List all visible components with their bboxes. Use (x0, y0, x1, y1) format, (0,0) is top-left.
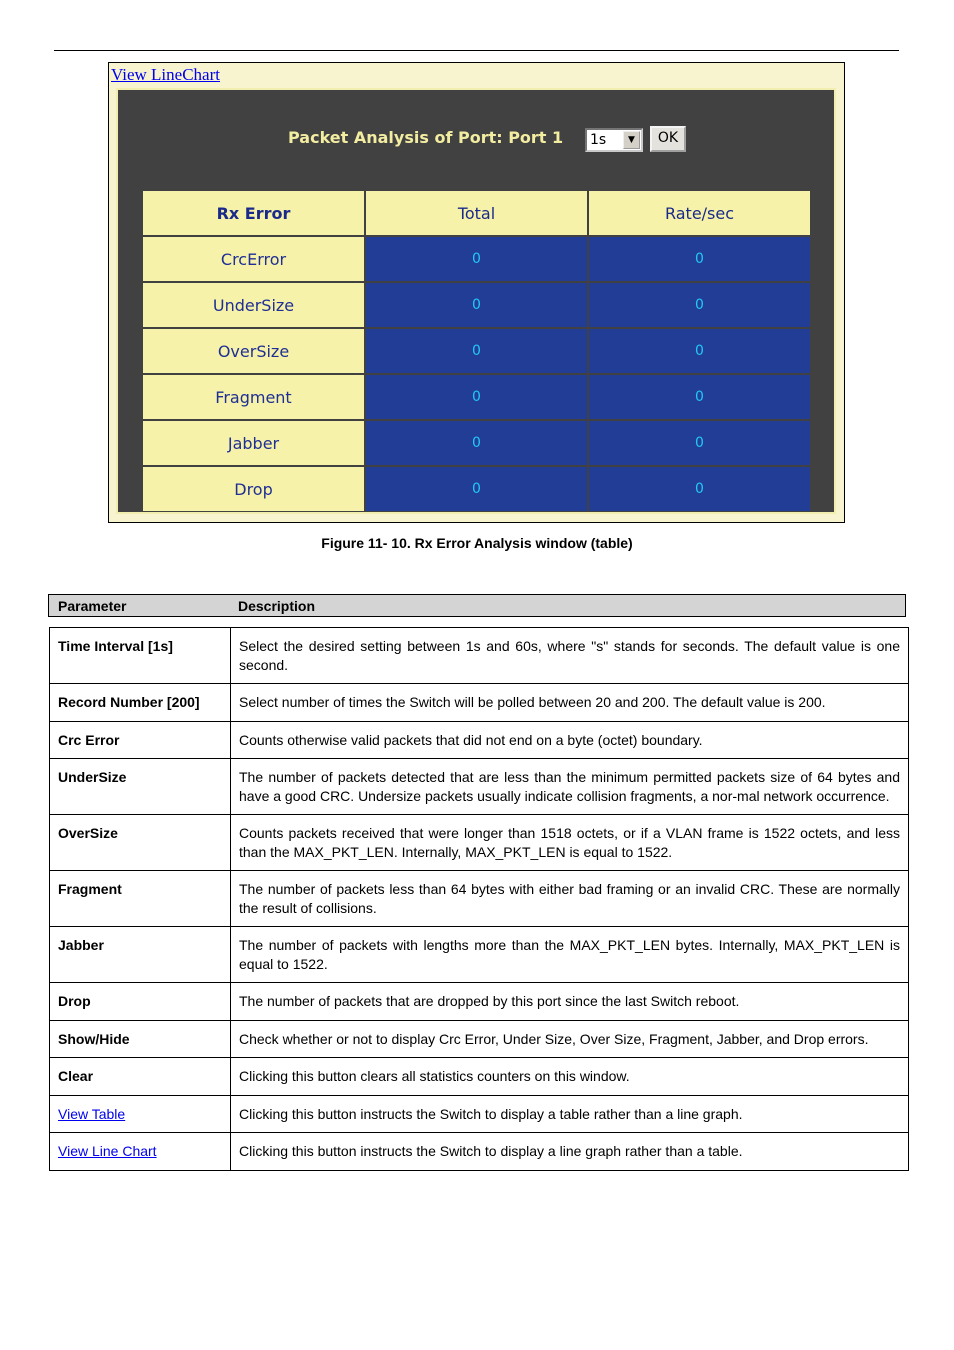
row-rate: 0 (589, 421, 810, 465)
header-description: Description (238, 598, 316, 614)
parameter-name: UnderSize (50, 759, 231, 815)
table-row (143, 283, 810, 327)
parameter-description: Select number of times the Switch will be polled between 20 and 200. The default value is 200. (231, 684, 909, 722)
table-row (50, 721, 909, 759)
parameter-name: Crc Error (50, 721, 231, 759)
header-total: Total (366, 191, 587, 235)
table-row (50, 684, 909, 722)
table-row (143, 375, 810, 419)
parameter-name: Time Interval [1s] (50, 628, 231, 684)
rx-header-row (143, 191, 810, 235)
table-row (143, 421, 810, 465)
header-parameter: Parameter (58, 598, 127, 614)
row-rate: 0 (589, 283, 810, 327)
parameter-name: OverSize (50, 815, 231, 871)
rx-error-screenshot (108, 62, 845, 523)
row-rate: 0 (589, 329, 810, 373)
row-label: Fragment (143, 375, 364, 419)
view-linechart-link[interactable]: View LineChart (111, 65, 220, 84)
table-row (50, 759, 909, 815)
panel-title: Packet Analysis of Port: Port 1 (288, 128, 564, 147)
table-row (50, 1133, 909, 1171)
table-row (50, 628, 909, 684)
row-rate: 0 (589, 237, 810, 281)
parameter-name: Show/Hide (50, 1020, 231, 1058)
header-rate: Rate/sec (589, 191, 810, 235)
parameter-description: The number of packets less than 64 bytes with either bad framing or an invalid CRC. These are normally the result of collisions. (231, 871, 909, 927)
row-label: UnderSize (143, 283, 364, 327)
parameter-table (49, 627, 909, 1171)
table-row (50, 1095, 909, 1133)
table-row (50, 927, 909, 983)
parameter-description: Select the desired setting between 1s and 60s, where "s" stands for seconds. The default value is one second. (231, 628, 909, 684)
row-label: CrcError (143, 237, 364, 281)
row-total: 0 (366, 421, 587, 465)
figure-caption: Figure 11- 10. Rx Error Analysis window (table) (321, 535, 633, 551)
row-total: 0 (366, 329, 587, 373)
parameter-description: Counts otherwise valid packets that did not end on a byte (octet) boundary. (231, 721, 909, 759)
time-interval-value: 1s (590, 132, 607, 148)
row-total: 0 (366, 237, 587, 281)
parameter-description: Check whether or not to display Crc Error, Under Size, Over Size, Fragment, Jabber, and Drop errors. (231, 1020, 909, 1058)
row-rate: 0 (589, 375, 810, 419)
header-rule (54, 50, 899, 51)
table-row (50, 871, 909, 927)
parameter-name: Fragment (50, 871, 231, 927)
ok-button[interactable]: OK (650, 126, 686, 152)
parameter-name (50, 1133, 231, 1171)
row-total: 0 (366, 375, 587, 419)
table-row (50, 1020, 909, 1058)
parameter-description: The number of packets detected that are less than the minimum permitted packets size of 64 bytes and have a good CRC. Undersize packets usually indicate collision fragments, a nor-mal network occurrence. (231, 759, 909, 815)
row-label: Drop (143, 467, 364, 511)
time-interval-select[interactable] (585, 128, 643, 152)
parameter-table-header (48, 594, 906, 617)
parameter-name: Drop (50, 983, 231, 1021)
parameter-description: Clicking this button instructs the Switch to display a line graph rather than a table. (231, 1133, 909, 1171)
parameter-description: Clicking this button instructs the Switch to display a table rather than a line graph. (231, 1095, 909, 1133)
table-row (50, 815, 909, 871)
row-rate: 0 (589, 467, 810, 511)
parameter-name: Jabber (50, 927, 231, 983)
parameter-name (50, 1095, 231, 1133)
packet-analysis-panel (116, 88, 836, 514)
row-label: OverSize (143, 329, 364, 373)
table-row (50, 983, 909, 1021)
rx-error-table (141, 189, 812, 513)
parameter-name: Clear (50, 1058, 231, 1096)
parameter-link[interactable]: View Table (58, 1105, 126, 1122)
header-rx-error: Rx Error (143, 191, 364, 235)
parameter-description: The number of packets that are dropped by this port since the last Switch reboot. (231, 983, 909, 1021)
table-row (143, 237, 810, 281)
table-row (143, 467, 810, 511)
table-row (143, 329, 810, 373)
parameter-link[interactable]: View Line Chart (58, 1143, 157, 1159)
row-label: Jabber (143, 421, 364, 465)
table-row (50, 1058, 909, 1096)
parameter-description: Clicking this button clears all statistics counters on this window. (231, 1058, 909, 1096)
parameter-description: Counts packets received that were longer than 1518 octets, or if a VLAN frame is 1522 octets, and less than the MAX_PKT_LEN. Internally, MAX_PKT_LEN is equal to 1522. (231, 815, 909, 871)
row-total: 0 (366, 283, 587, 327)
parameter-name: Record Number [200] (50, 684, 231, 722)
parameter-description: The number of packets with lengths more than the MAX_PKT_LEN bytes. Internally, MAX_PKT_LEN is equal to 1522. (231, 927, 909, 983)
row-total: 0 (366, 467, 587, 511)
chevron-down-icon[interactable]: ▼ (623, 131, 640, 149)
